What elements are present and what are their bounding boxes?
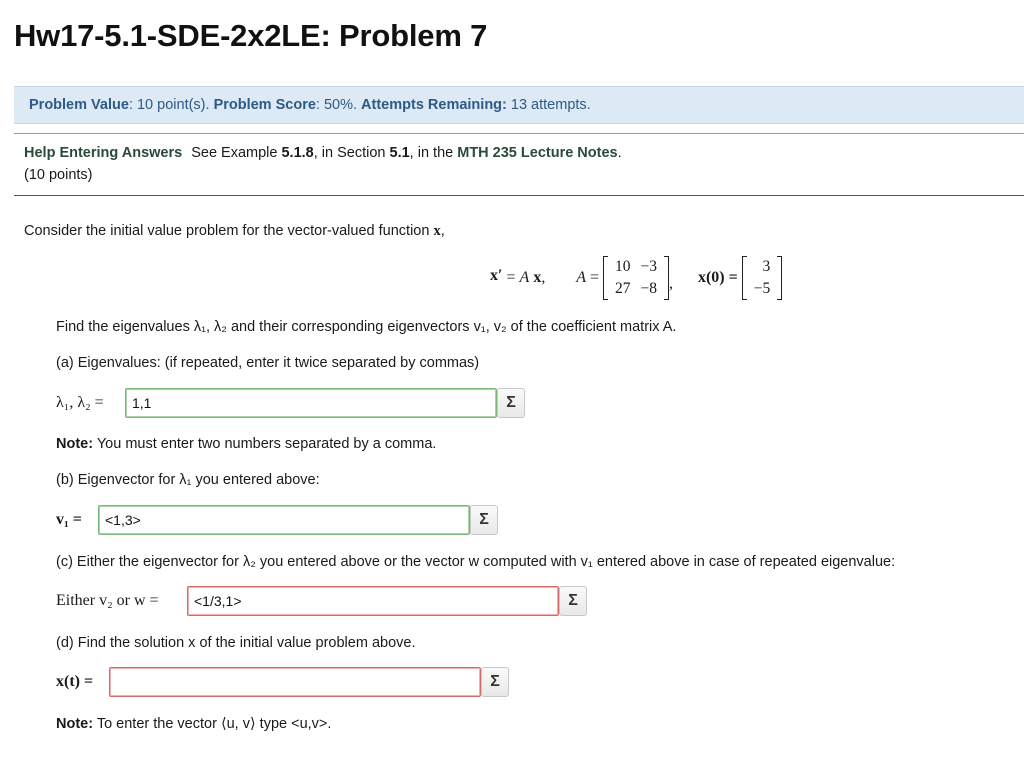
eigenvalues-label: λ₁, λ₂ = bbox=[56, 394, 104, 411]
help-entering-answers-link[interactable]: Help Entering Answers bbox=[24, 145, 183, 161]
problem-score: : 50%. bbox=[315, 97, 362, 113]
eigenvalues-input[interactable]: 1,1 bbox=[125, 388, 497, 418]
equation-editor-button[interactable]: Σ bbox=[481, 667, 509, 697]
v1-label: v₁ = bbox=[56, 511, 82, 528]
lecture-notes-link[interactable]: MTH 235 Lecture Notes bbox=[457, 145, 618, 161]
problem-intro: Consider the initial value problem for the vector-valued function x, bbox=[24, 223, 445, 239]
attempts-remaining: 13 attempts. bbox=[506, 97, 591, 113]
problem-score-label: Problem Score bbox=[213, 97, 316, 113]
problem-value: : 10 point(s). bbox=[128, 97, 214, 113]
find-instruction: Find the eigenvalues λ₁, λ₂ and their corresponding eigenvectors v₁, v₂ of the coefficient matrix A. bbox=[56, 319, 677, 335]
divider bbox=[14, 133, 1024, 134]
equation-editor-button[interactable]: Σ bbox=[559, 586, 587, 616]
part-a-label: (a) Eigenvalues: (if repeated, enter it twice separated by commas) bbox=[56, 355, 480, 371]
help-line: Help Entering Answers See Example 5.1.8, in Section 5.1, in the MTH 235 Lecture Notes. bbox=[24, 145, 622, 161]
problem-value-label: Problem Value bbox=[29, 97, 129, 113]
attempts-label: Attempts Remaining: bbox=[361, 97, 507, 113]
initial-condition-vector: 3 −5 bbox=[742, 256, 783, 300]
coefficient-matrix: 10 −3 27 −8 bbox=[603, 256, 669, 300]
equation-editor-button[interactable]: Σ bbox=[497, 388, 525, 418]
equation-editor-button[interactable]: Σ bbox=[470, 505, 498, 535]
part-c-label: (c) Either the eigenvector for λ₂ you entered above or the vector w computed with v₁ entered above in case of repeated eigenvalue: bbox=[56, 554, 896, 570]
points-label: (10 points) bbox=[24, 167, 93, 183]
v2-or-w-input[interactable]: <1/3,1> bbox=[187, 586, 559, 616]
note-vector-format: Note: To enter the vector ⟨u, v⟩ type <u,v>. bbox=[56, 716, 332, 732]
divider bbox=[14, 195, 1024, 196]
page-title: Hw17-5.1-SDE-2x2LE: Problem 7 bbox=[14, 18, 488, 53]
eigenvector-v1-input[interactable]: <1,3> bbox=[98, 505, 470, 535]
solution-xt-input[interactable] bbox=[109, 667, 481, 697]
part-d-label: (d) Find the solution x of the initial value problem above. bbox=[56, 635, 416, 651]
note-two-numbers: Note: You must enter two numbers separated by a comma. bbox=[56, 436, 437, 452]
problem-info-bar bbox=[14, 86, 1024, 124]
part-b-label: (b) Eigenvector for λ₁ you entered above: bbox=[56, 472, 320, 488]
xt-label: x(t) = bbox=[56, 673, 94, 690]
equation-display: x′ = A x, A = 10 −3 27 −8 , x(0) = 3 −5 bbox=[490, 256, 782, 300]
v2-or-w-label: Either v₂ or w = bbox=[56, 592, 159, 609]
